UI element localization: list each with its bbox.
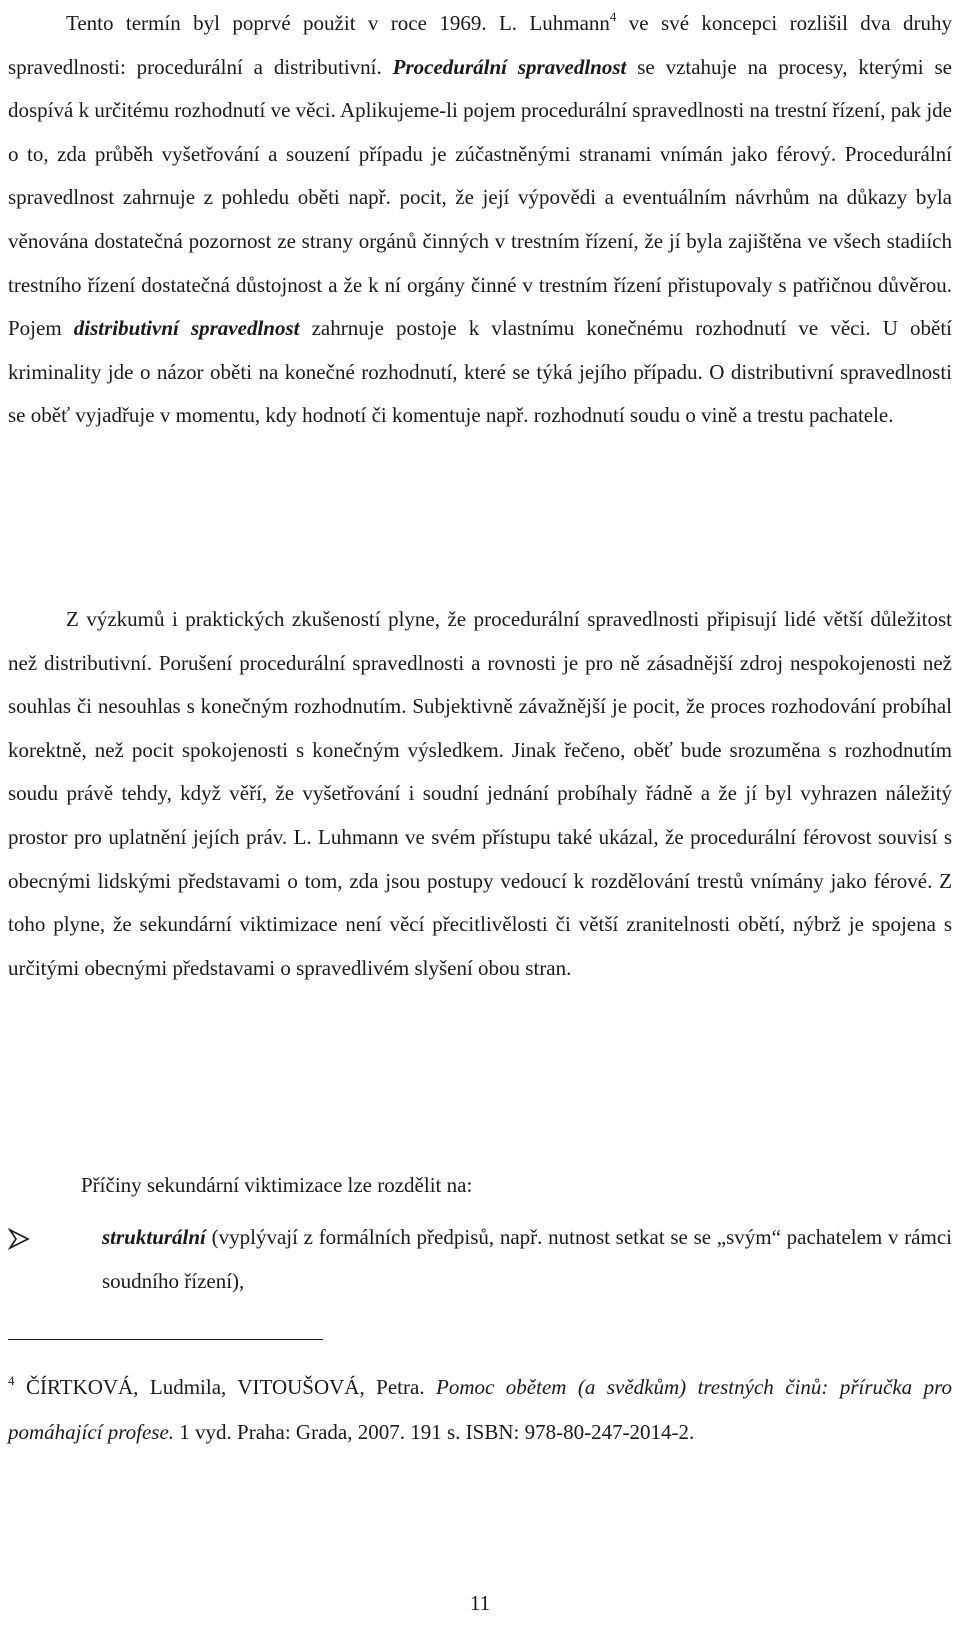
footnote-reference[interactable]: 4 [609,9,617,24]
list-item-text [102,1216,952,1303]
footnote-title: Pomoc obětem (a svědkům) trestných činů: příručka pro pomáhající profese. [8,1375,952,1444]
footnote-number: 4 [8,1373,15,1388]
footnote-separator [8,1339,323,1340]
list-item [8,1216,952,1303]
paragraph-justice-types [8,2,952,438]
term-distributive-justice: distributivní spravedlnost [73,316,300,341]
list-intro: Příčiny sekundární viktimizace lze rozdělit na: [81,1173,473,1197]
term-procedural-justice: Procedurální spravedlnost [392,54,627,79]
footnote-publication: 1 vyd. Praha: Grada, 2007. 191 s. ISBN: 978-80-247-2014-2. [174,1419,695,1444]
term-structural: strukturální [102,1225,206,1249]
paragraph-text: zahrnuje postoje k vlastnímu konečnému rozhodnutí ve věci. U obětí kriminality jde o názor oběti na konečné rozhodnutí, které se týká jejího případu. O distributivní spravedlnosti se oběť vyjadřuje v momentu, kdy hodnotí či komentuje např. rozhodnutí soudu o vině a trestu pachatele. [8,316,952,428]
paragraph-text: ve své koncepci rozlišil dva druhy spravedlnosti: procedurální a distributivní. [8,11,953,79]
footnote [8,1365,952,1454]
list-item-body: (vyplývají z formálních předpisů, např. nutnost setkat se se „svým“ pachatelem v rámci soudního řízení), [102,1225,952,1293]
paragraph-research-findings: Z výzkumů i praktických zkušeností plyne, že procedurální spravedlnosti připisují lidé větší důležitost než distributivní. Porušení procedurální spravedlnosti a rovnosti je pro ně zásadnější zdroj nespokojenosti než souhlas či nesouhlas s konečným rozhodnutím. Subjektivně závažnější je pocit, že proces rozhodování probíhal korektně, než pocit spokojenosti s konečným výsledkem. Jinak řečeno, oběť bude srozuměna s rozhodnutím soudu právě tehdy, když věří, že vyšetřování i soudní jednání probíhaly řádně a že jí byl vyhrazen náležitý prostor pro uplatnění jejích práv. L. Luhmann ve svém přístupu také ukázal, že procedurální férovost souvisí s obecnými lidskými představami o tom, zda jsou postupy vedoucí k rozdělování trestů vnímány jako férové. Z toho plyne, že sekundární viktimizace není věcí přecitlivělosti či větší zranitelnosti obětí, nýbrž je spojena s určitými obecnými představami o spravedlivém slyšení obou stran. [8,607,952,980]
page-number: 11 [469,1591,491,1615]
paragraph-text: Tento termín byl poprvé použit v roce 1969. L. Luhmann [66,11,610,35]
footnote-authors: ČÍRTKOVÁ, Ludmila, VITOUŠOVÁ, Petra. [14,1375,437,1399]
paragraph-text: se vztahuje na procesy, kterými se dospívá k určitému rozhodnutí ve věci. Aplikujeme-li pojem procedurální spravedlnosti na trestní řízení, pak jde o to, zda průběh vyšetřování a souzení případu je zúčastněnými stranami vnímán jako férový. Procedurální spravedlnost zahrnuje z pohledu oběti např. pocit, že její výpovědi a eventuálním návrhům na důkazy byla věnována dostatečná pozornost ze strany orgánů činných v trestním řízení, že jí byla zajištěna ve všech stadiích trestního řízení dostatečná důstojnost a že k ní orgány činné v trestním řízení přistupovaly s patřičnou důvěrou. Pojem [8,54,952,341]
